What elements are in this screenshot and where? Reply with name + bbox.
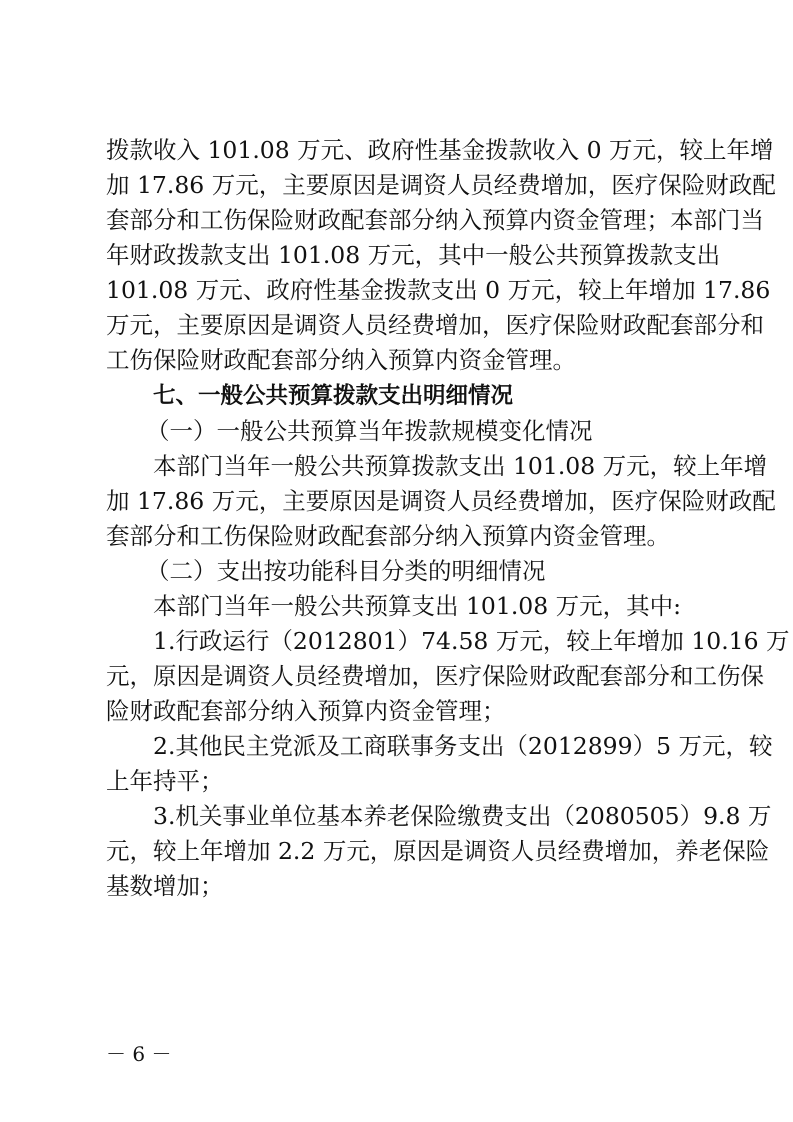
text-line: 拨款收入 101.08 万元、政府性基金拨款收入 0 万元，较上年增 — [106, 136, 774, 164]
text-line: 万元，主要原因是调资人员经费增加，医疗保险财政配套部分和 — [106, 311, 764, 339]
text-line: 套部分和工伤保险财政配套部分纳入预算内资金管理；本部门当 — [106, 206, 764, 234]
text-line: 元，原因是调资人员经费增加，医疗保险财政配套部分和工伤保 — [106, 662, 764, 690]
page-number: － 6 － — [106, 1042, 172, 1066]
list-item-line — [0, 864, 793, 908]
text-line: 上年持平； — [106, 767, 224, 795]
text-line: 2.其他民主党派及工商联事务支出（2012899）5 万元，较 — [153, 732, 773, 760]
text-line: 年财政拨款支出 101.08 万元，其中一般公共预算拨款支出 — [106, 241, 721, 269]
text-line: 元，较上年增加 2.2 万元，原因是调资人员经费增加，养老保险 — [106, 837, 770, 865]
text-line: 工伤保险财政配套部分纳入预算内资金管理。 — [106, 346, 576, 374]
text-line: 本部门当年一般公共预算拨款支出 101.08 万元，较上年增 — [153, 452, 768, 480]
text-line: 加 17.86 万元，主要原因是调资人员经费增加，医疗保险财政配 — [106, 487, 776, 515]
text-line: 3.机关事业单位基本养老保险缴费支出（2080505）9.8 万 — [153, 802, 772, 830]
text-line: 加 17.86 万元，主要原因是调资人员经费增加，医疗保险财政配 — [106, 171, 776, 199]
text-line: 101.08 万元、政府性基金拨款支出 0 万元，较上年增加 17.86 — [106, 276, 771, 304]
text-line: 套部分和工伤保险财政配套部分纳入预算内资金管理。 — [106, 522, 670, 550]
text-line: 险财政配套部分纳入预算内资金管理； — [106, 697, 506, 725]
text-line: 基数增加； — [106, 872, 224, 900]
text-line: 本部门当年一般公共预算支出 101.08 万元，其中: — [153, 592, 682, 620]
section-heading: 七、一般公共预算拨款支出明细情况 — [153, 383, 514, 409]
text-line: 1.行政运行（2012801）74.58 万元，较上年增加 10.16 万 — [153, 627, 790, 655]
subheading: （二）支出按功能科目分类的明细情况 — [146, 557, 546, 585]
subheading: （一）一般公共预算当年拨款规模变化情况 — [146, 417, 593, 445]
